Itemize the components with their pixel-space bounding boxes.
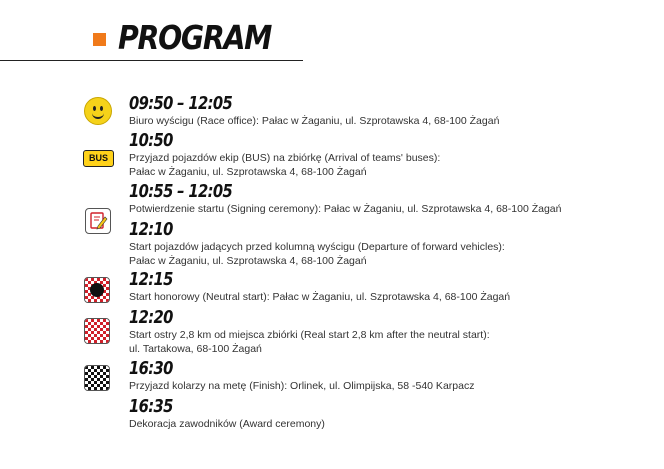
event-description: Start ostry 2,8 km od miejsca zbiórki (Real start 2,8 km after the neutral start): [129,329,490,341]
schedule-item [129,270,510,304]
event-description: Pałac w Żaganiu, ul. Szprotawska 4, 68-100 Żagań [129,166,367,178]
finish-flag-icon [84,365,110,391]
schedule-item [129,220,505,268]
event-time: 16:30 [129,358,173,379]
event-description: Potwierdzenie startu (Signing ceremony): Pałac w Żaganiu, ul. Szprotawska 4, 68-100 Żagań [129,203,562,215]
header-divider [0,60,303,61]
event-time: 12:15 [129,269,173,290]
event-time: 10:50 [129,130,173,151]
event-description: ul. Tartakowa, 68-100 Żagań [129,343,262,355]
event-description: Dekoracja zawodników (Award ceremony) [129,418,325,430]
page-title: PROGRAM [118,18,272,57]
event-description: Przyjazd pojazdów ekip (BUS) na zbiórkę (Arrival of teams' buses): [129,152,441,164]
smiley-icon [84,97,112,125]
event-description: Pałac w Żaganiu, ul. Szprotawska 4, 68-100 Żagań [129,255,367,267]
accent-square-icon [93,33,106,46]
event-time: 09:50 – 12:05 [129,93,233,114]
event-description: Przyjazd kolarzy na metę (Finish): Orlinek, ul. Olimpijska, 58 -540 Karpacz [129,380,475,392]
schedule-item [129,359,474,393]
schedule-item [129,182,561,216]
header [0,0,664,64]
schedule-item [129,94,499,128]
signing-icon [85,208,111,234]
schedule-item [129,131,440,179]
event-description: Biuro wyścigu (Race office): Pałac w Żaganiu, ul. Szprotawska 4, 68-100 Żagań [129,115,500,127]
bus-icon: BUS [83,150,114,167]
schedule-item [129,308,490,356]
real-start-flag-icon [84,318,110,344]
neutral-start-flag-icon [84,277,110,303]
event-description: Start pojazdów jadących przed kolumną wyścigu (Departure of forward vehicles): [129,241,505,253]
event-time: 16:35 [129,396,173,417]
event-time: 12:20 [129,307,173,328]
schedule-item [129,397,325,431]
event-description: Start honorowy (Neutral start): Pałac w Żaganiu, ul. Szprotawska 4, 68-100 Żagań [129,291,511,303]
event-time: 12:10 [129,219,173,240]
event-time: 10:55 – 12:05 [129,181,233,202]
